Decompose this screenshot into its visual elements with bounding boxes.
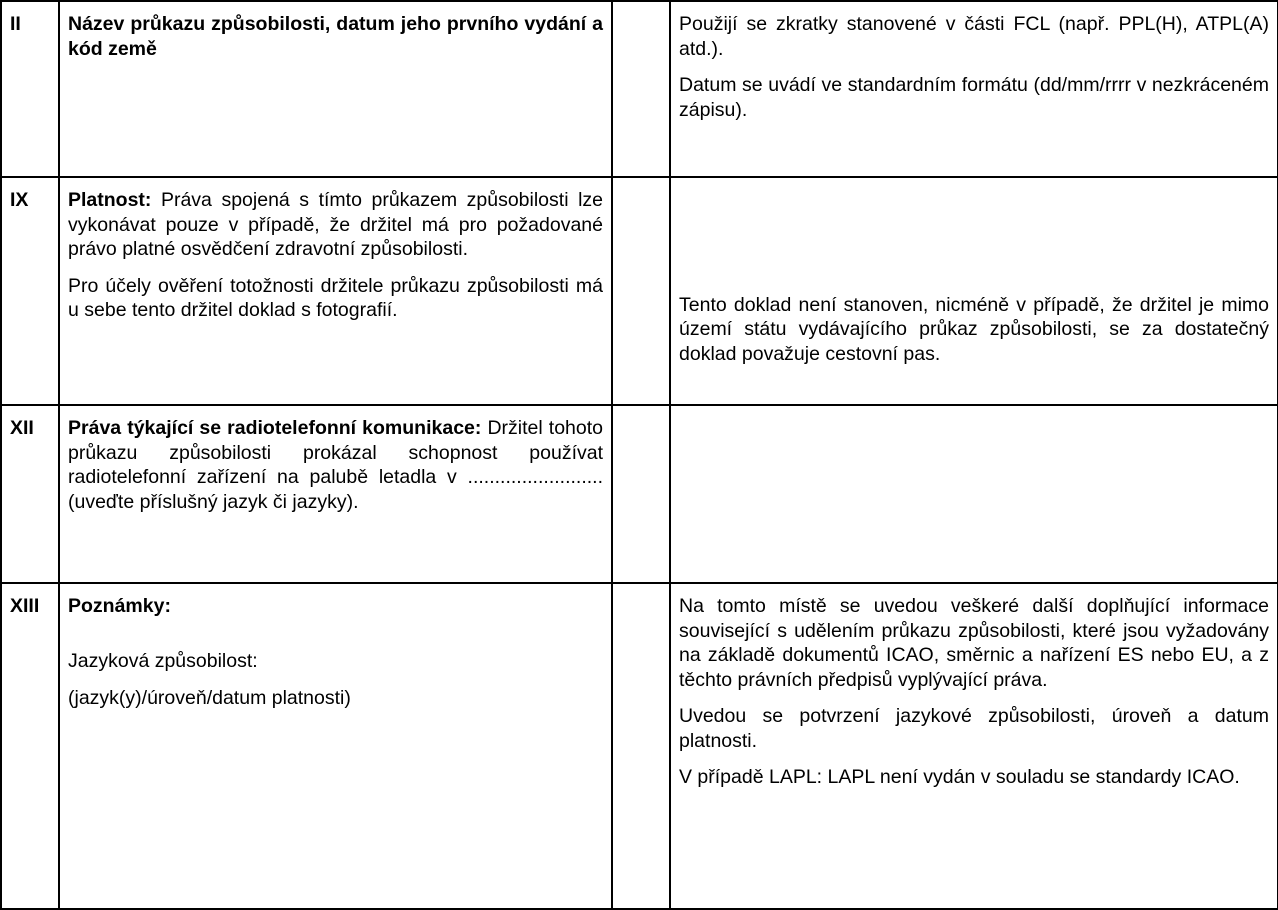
field-instructions bbox=[670, 583, 1278, 909]
row-number: IX bbox=[1, 177, 59, 405]
field-text: Práva spojená s tímto průkazem způsobilosti lze vykonávat pouze v případě, že držitel má pro požadované právo platné osvědčení zdravotní způsobilosti. bbox=[68, 189, 603, 260]
instruction-paragraph: Tento doklad není stanoven, nicméně v případě, že držitel je mimo území státu vydávajícího průkaz způsobilosti, se za dostatečný doklad považuje cestovní pas. bbox=[679, 293, 1269, 365]
field-text: Držitel tohoto průkazu způsobilosti prokázal schopnost používat radiotelefonní zařízení na palubě letadla v ......................... (uveďte příslušný jazyk či jazyky). bbox=[68, 417, 603, 513]
empty-cell bbox=[612, 583, 670, 909]
row-number: XII bbox=[1, 405, 59, 583]
field-text: (jazyk(y)/úroveň/datum platnosti) bbox=[68, 687, 351, 709]
instruction-paragraph: Použijí se zkratky stanovené v části FCL (např. PPL(H), ATPL(A) atd.). bbox=[679, 13, 1269, 60]
field-description bbox=[59, 1, 612, 177]
field-title: Platnost: bbox=[68, 189, 152, 211]
table-row-xii bbox=[1, 405, 1278, 583]
field-title: Název průkazu způsobilosti, datum jeho prvního vydání a kód země bbox=[68, 13, 603, 60]
row-number: XIII bbox=[1, 583, 59, 909]
table-row-ix bbox=[1, 177, 1278, 405]
field-title: Poznámky: bbox=[68, 595, 171, 617]
empty-cell bbox=[612, 1, 670, 177]
field-description bbox=[59, 405, 612, 583]
field-instructions bbox=[670, 177, 1278, 405]
empty-cell bbox=[612, 405, 670, 583]
instruction-paragraph: Uvedou se potvrzení jazykové způsobilosti, úroveň a datum platnosti. bbox=[679, 705, 1269, 752]
row-number: II bbox=[1, 1, 59, 177]
field-text: Jazyková způsobilost: bbox=[68, 649, 258, 672]
field-title: Práva týkající se radiotelefonní komunikace: bbox=[68, 417, 482, 439]
instruction-paragraph: V případě LAPL: LAPL není vydán v souladu se standardy ICAO. bbox=[679, 766, 1240, 788]
field-description bbox=[59, 177, 612, 405]
empty-cell bbox=[612, 177, 670, 405]
empty-instructions bbox=[670, 405, 1278, 583]
instruction-paragraph: Na tomto místě se uvedou veškeré další doplňující informace související s udělením průkazu způsobilosti, které jsou vyžadovány na základě dokumentů ICAO, směrnic a nařízení ES nebo EU, a z těchto právních předpisů vyplývající práva. bbox=[679, 595, 1269, 691]
table-row-ii bbox=[1, 1, 1278, 177]
table-row-xiii bbox=[1, 583, 1278, 909]
field-instructions bbox=[670, 1, 1278, 177]
field-text: Pro účely ověření totožnosti držitele průkazu způsobilosti má u sebe tento držitel doklad s fotografií. bbox=[68, 274, 603, 321]
instruction-paragraph: Datum se uvádí ve standardním formátu (dd/mm/rrrr v nezkráceném zápisu). bbox=[679, 74, 1269, 121]
field-description bbox=[59, 583, 612, 909]
